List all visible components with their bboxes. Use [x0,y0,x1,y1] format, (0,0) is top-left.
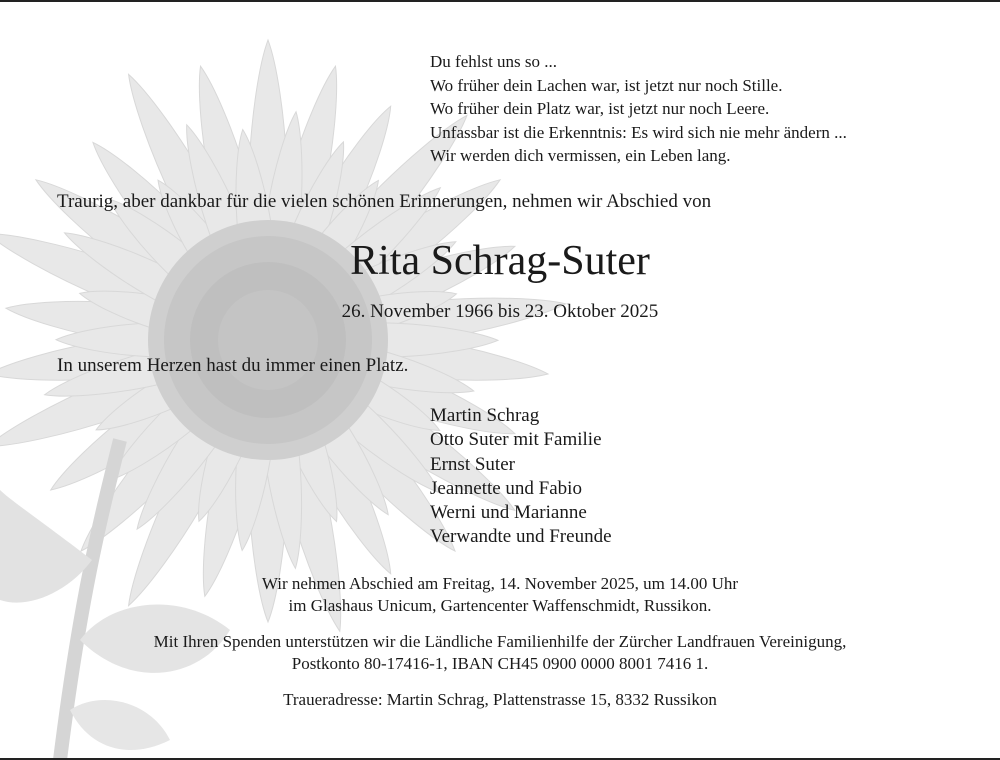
poem-line: Unfassbar ist die Erkenntnis: Es wird sich nie mehr ändern ... [430,122,847,142]
top-border [0,0,1000,2]
poem-line: Wir werden dich vermissen, ein Leben lang. [430,146,731,166]
deceased-name: Rita Schrag-Suter [350,238,650,284]
mourner-name: Jeannette und Fabio [430,477,582,499]
donation-info [0,631,1000,675]
mourner-name: Werni und Marianne [430,502,587,524]
mourning-address [0,689,1000,711]
poem-line: Du fehlst uns so ... [430,52,558,71]
ceremony-info [0,573,1000,617]
life-dates: 26. November 1966 bis 23. Oktober 2025 [341,301,659,322]
ceremony-line: im Glashaus Unicum, Gartencenter Waffenschmidt, Russikon. [288,596,712,615]
mourner-name: Martin Schrag [430,405,540,426]
ceremony-line: Wir nehmen Abschied am Freitag, 14. November 2025, um 14.00 Uhr [261,574,739,593]
poem-line: Wo früher dein Lachen war, ist jetzt nur noch Stille. [430,75,783,95]
donation-line: Postkonto 80-17416-1, IBAN CH45 0900 0000 8001 7416 1. [291,654,709,673]
poem-line: Wo früher dein Platz war, ist jetzt nur noch Leere. [430,99,770,119]
mourner-name: Otto Suter mit Familie [430,429,602,451]
heart-line: In unserem Herzen hast du immer einen Platz. [57,355,409,376]
poem [430,50,847,168]
mourner-name: Verwandte und Freunde [430,526,612,548]
intro-text: Traurig, aber dankbar für die vielen schönen Erinnerungen, nehmen wir Abschied von [57,191,712,212]
mourner-name: Ernst Suter [430,453,515,475]
mourners-list [430,404,612,550]
address-line: Traueradresse: Martin Schrag, Plattenstrasse 15, 8332 Russikon [283,690,717,709]
donation-line: Mit Ihren Spenden unterstützen wir die Ländliche Familienhilfe der Zürcher Landfrauen Vereinigung, [153,632,847,651]
